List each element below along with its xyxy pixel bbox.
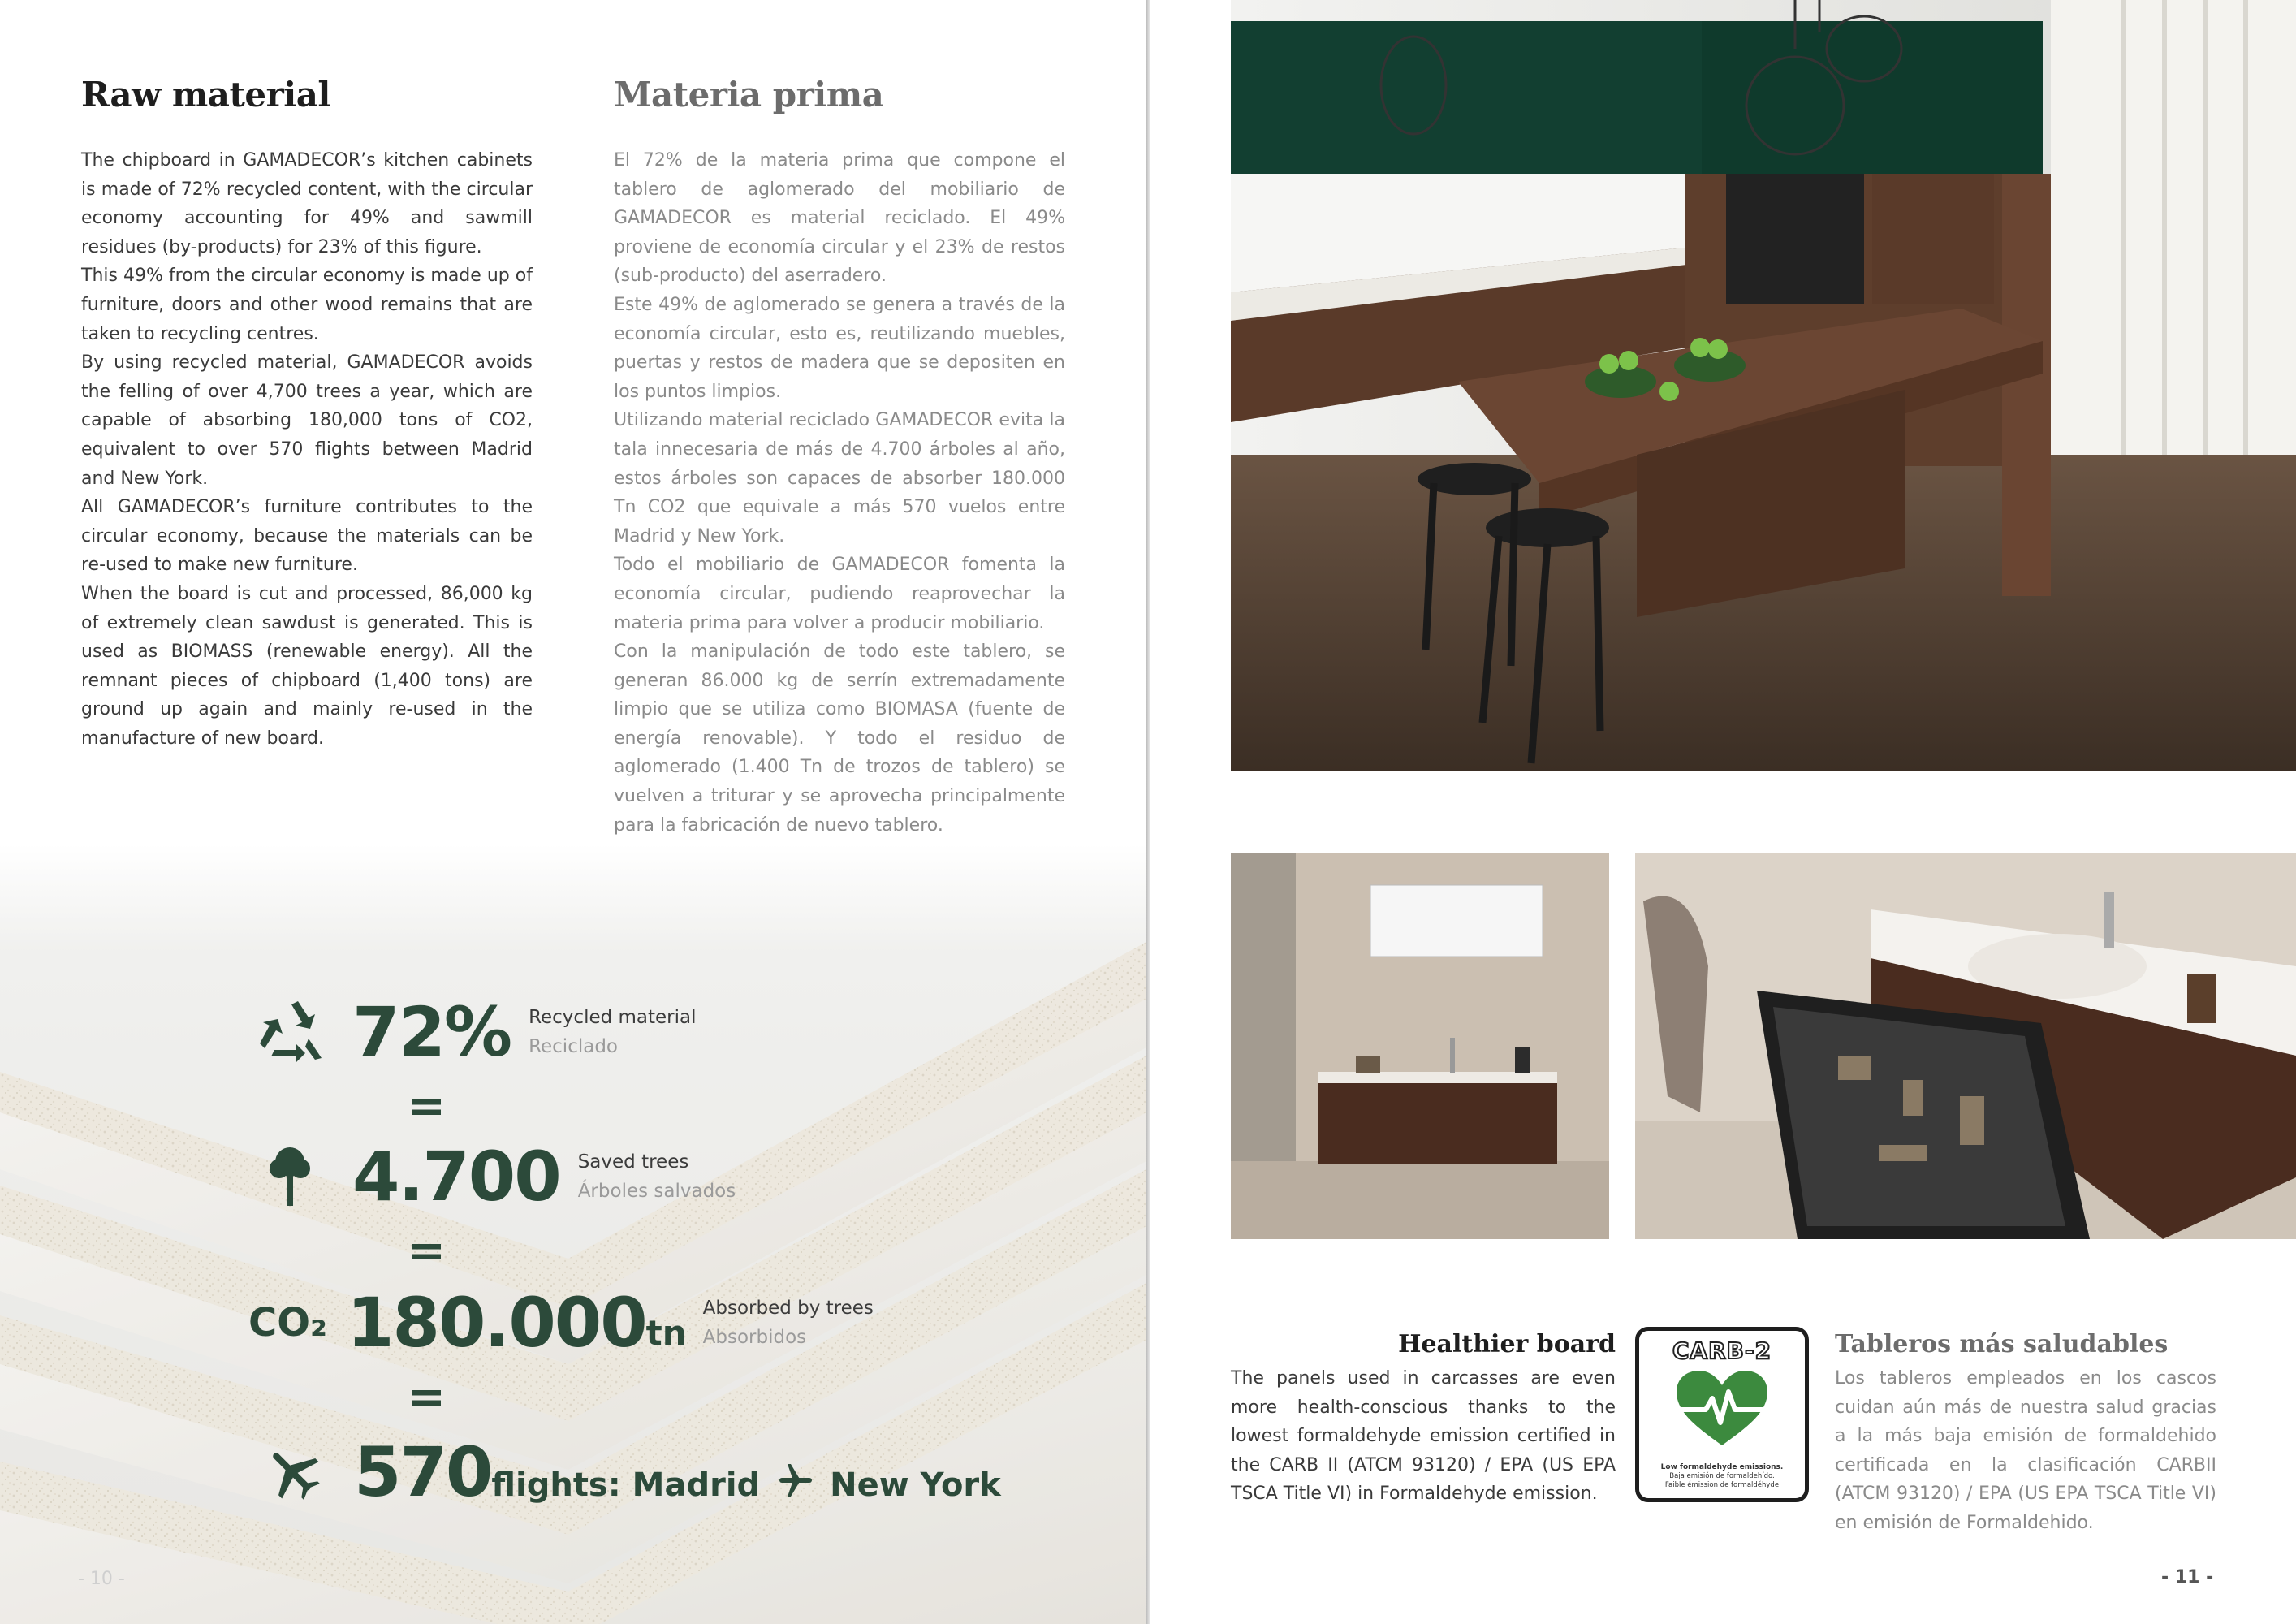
en-paragraph: By using recycled material, GAMADECOR avoids the felling of over 4,700 trees a year, which are capable of absorbing 180,000 tons of CO2, equivalent to over 570 flights between Madrid and New York. — [81, 352, 533, 489]
bathroom-vanity-photo — [1231, 853, 1609, 1239]
equals-sign: = — [408, 1080, 446, 1133]
tableros-saludables-title: Tableros más saludables — [1835, 1330, 2169, 1358]
stat-co2-label-es: Absorbidos — [702, 1327, 807, 1348]
kitchen-photo — [1231, 0, 2296, 771]
stat-flights-route: flights: Madrid — [491, 1466, 761, 1504]
en-paragraph: This 49% from the circular economy is made up of furniture, doors and other wood remains that are taken to recycling centres. — [81, 266, 533, 344]
healthier-board-title: Healthier board — [1398, 1330, 1616, 1358]
stat-recycled-label-es: Reciclado — [529, 1036, 618, 1057]
stat-co2-unit: tn — [645, 1313, 687, 1353]
raw-material-text — [81, 146, 533, 753]
stat-trees-value: 4.700 — [352, 1137, 560, 1216]
carb2-badge-title: CARB-2 — [1672, 1337, 1772, 1364]
kitchen-illustration — [1231, 0, 2296, 771]
stat-co2-label-en: Absorbed by trees — [702, 1298, 874, 1319]
stat-flights-destination: New York — [830, 1466, 1001, 1504]
stat-recycled-label-en: Recycled material — [529, 1007, 697, 1028]
heart-pulse-icon — [1673, 1367, 1771, 1449]
es-paragraph: Este 49% de aglomerado se genera a través de la economía circular, esto es, reutilizando muebles, puertas y restos de madera que se depositen en los puntos limpios. — [614, 294, 1065, 402]
en-paragraph: All GAMADECOR’s furniture contributes to the circular economy, because the materials can be re-used to make new furniture. — [81, 497, 533, 576]
carb2-line-fr: Faible émission de formaldéhyde — [1664, 1481, 1780, 1489]
stat-recycled — [258, 992, 697, 1072]
es-paragraph: Con la manipulación de todo este tablero, se generan 86.000 kg de serrín extremadamente limpio que se utiliza como BIOMASA (fuente de energía renovable). Y todo el residuo de aglomerado (1.400 Tn de trozos de tablero) se vuelven a triturar y se aprovecha principalmente para la fabricación de nuevo tablero. — [614, 641, 1065, 836]
open-drawer-photo — [1635, 853, 2296, 1239]
arrow-plane-icon — [778, 1462, 814, 1502]
tree-icon — [268, 1144, 312, 1209]
page-number-left: - 10 - — [78, 1569, 125, 1589]
materia-prima-text — [614, 146, 1065, 840]
carb2-line-es: Baja emisión de formaldehído. — [1669, 1472, 1775, 1480]
es-paragraph: El 72% de la materia prima que compone el tablero de aglomerado del mobiliario de GAMADECOR es material reciclado. El 49% proviene de economía circular y el 23% de restos (sub-producto) del aserradero. — [614, 150, 1065, 287]
equals-sign: = — [408, 1371, 446, 1423]
tableros-saludables-text: Los tableros empleados en los cascos cuidan aún más de nuestra salud gracias a la más baja emisión de formaldehido certificada en la clasificación CARBII (ATCM 93120) / EPA (US EPA TSCA Title VI) en emisión de Formaldehido. — [1835, 1368, 2216, 1533]
healthier-board-text: The panels used in carcasses are even more health-conscious thanks to the lowest formaldehyde emission certified in the CARB II (ATCM 93120) / EPA (US EPA TSCA Title VI) in Formaldehyde emission. — [1231, 1368, 1616, 1505]
stat-flights-value: 570 — [354, 1432, 492, 1512]
en-paragraph: The chipboard in GAMADECOR’s kitchen cabinets is made of 72% recycled content, with the circular economy accounting for 49% and sawmill residues (by-products) for 23% of this figure. — [81, 150, 533, 257]
raw-material-title: Raw material — [81, 75, 330, 114]
page-number-right: - 11 - — [2161, 1567, 2214, 1587]
stat-recycled-label — [529, 1003, 696, 1061]
es-paragraph: Utilizando material reciclado GAMADECOR evita la tala innecesaria de más de 4.700 árboles al año, estos árboles son capaces de absorber 180.000 Tn CO2 que equivale a más 570 vuelos entre Madrid y New York. — [614, 410, 1065, 546]
stat-trees-label-es: Árboles salvados — [577, 1181, 736, 1202]
materia-prima-title: Materia prima — [614, 75, 884, 114]
stat-co2 — [248, 1283, 874, 1363]
carb2-line-en: Low formaldehyde emissions. — [1660, 1463, 1784, 1471]
right-page — [1150, 0, 2296, 1624]
bathroom-vanity-illustration — [1231, 853, 1609, 1239]
left-page — [0, 0, 1146, 1624]
stat-trees-label — [578, 1147, 736, 1206]
stat-trees — [268, 1137, 736, 1216]
recycle-icon — [258, 1001, 325, 1063]
stat-trees-label-en: Saved trees — [577, 1151, 689, 1173]
stat-flights — [265, 1432, 1001, 1512]
stat-recycled-value: 72% — [352, 992, 511, 1072]
carb2-badge-caption — [1644, 1463, 1800, 1490]
co2-symbol: CO₂ — [248, 1300, 328, 1345]
stat-co2-value: 180.000 — [347, 1283, 646, 1363]
stat-co2-label — [703, 1294, 874, 1352]
open-drawer-illustration — [1635, 853, 2296, 1239]
en-paragraph: When the board is cut and processed, 86,000 kg of extremely clean sawdust is generated. This is used as BIOMASS (renewable energy). All the remnant pieces of chipboard (1,400 tons) are ground up again and mainly re-used in the manufacture of new board. — [81, 583, 533, 749]
es-paragraph: Todo el mobiliario de GAMADECOR fomenta la economía circular, pudiendo reaprovechar la materia prima para volver a producir mobiliario. — [614, 555, 1065, 633]
equals-sign: = — [408, 1224, 446, 1277]
carb2-badge — [1635, 1327, 1809, 1502]
airplane-icon — [265, 1445, 320, 1500]
